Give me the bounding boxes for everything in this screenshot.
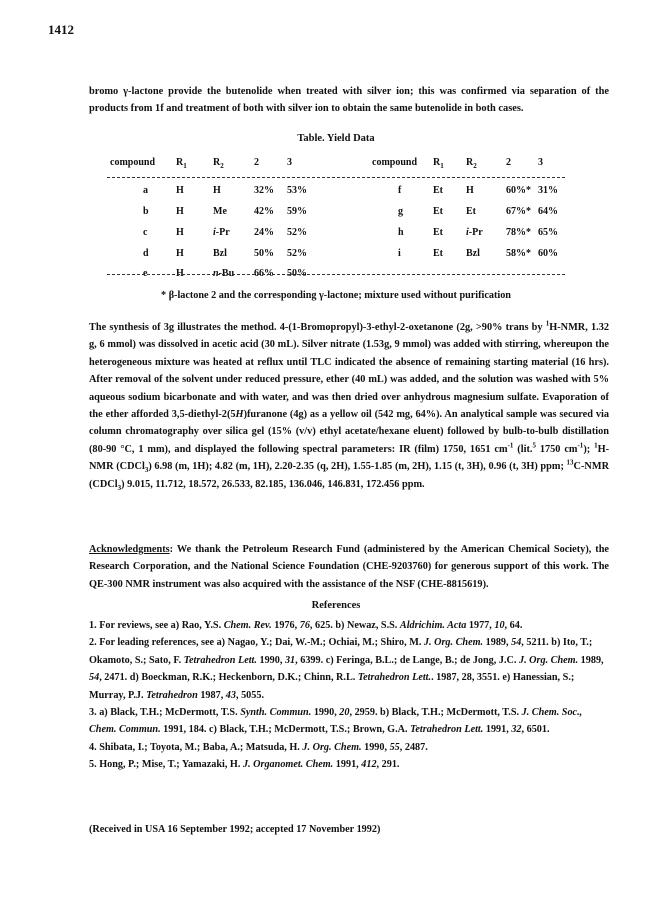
table-cell: Bzl xyxy=(466,248,480,259)
table-cell: H xyxy=(176,227,184,238)
table-cell: H xyxy=(176,248,184,259)
table-cell: 24% xyxy=(254,227,274,238)
table-header-right: compound xyxy=(372,157,418,168)
table-cell: 66% xyxy=(254,268,274,279)
table-cell: n-Bu xyxy=(213,268,235,279)
table-cell: 53% xyxy=(287,185,307,196)
table-cell: H xyxy=(176,185,184,196)
table-header-left: $R_1$ xyxy=(176,157,187,170)
table-cell: 52% xyxy=(287,227,307,238)
table-cell: 60% xyxy=(538,248,558,259)
table-cell: c xyxy=(143,227,148,238)
table-header-left: 2 xyxy=(254,157,259,168)
table-cell: 50% xyxy=(287,268,307,279)
table-cell: 60%* xyxy=(506,185,531,196)
synthesis-paragraph: The synthesis of 3g illustrates the method. 4-(1-Bromopropyl)-3-ethyl-2-oxetanone (2g, >90% trans by $^1$H-NMR, 1.32 g, 6 mmol) was dissolved in acetic acid (30 mL). Silver nitrate (1.53g, 9 mmol) was added with stirring, whereupon the heterogeneous mixture was heated at reflux until TLC indicated the absence of remaining starting material (16 hrs). After removal of the solvent under reduced pressure, ether (40 mL) was added, and the solution was washed with 5% aqueous sodium bicarbonate and with water, and was then dried over anhydrous magnesium sulfate. Evaporation of the ether afforded 3,5-diethyl-2(5H)furanone (4g) as a yellow oil (542 mg, 64%). An analytical sample was secured via column chromatography over silica gel (15% (v/v) ethyl acetate/hexane eluent) followed by bulb-to-bulb distillation (80-90 °C, 1 mm), and displayed the following spectral parameters: IR (film) 1750, 1651 $cm^{-1}$ (lit.$^5$ 1750 $cm^{-1}$); $^1$H-NMR (CDCl$_3$) 6.98 (m, 1H); 4.82 (m, 1H), 2.20-2.35 (q, 2H), 1.55-1.85 (m, 2H), 1.15 (t, 3H), 0.96 (t, 3H) ppm; $^{13}$C-NMR (CDCl$_3$) 9.015, 11.712, 18.572, 26.533, 82.185, 136.046, 146.831, 172.456 ppm. xyxy=(89,319,610,492)
table-cell: 78%* xyxy=(506,227,531,238)
reference-item: 4. Shibata, I.; Toyota, M.; Baba, A.; Matsuda, H. J. Org. Chem. 1990, 55, 2487. xyxy=(89,741,428,753)
table-cell: H xyxy=(466,185,474,196)
table-cell: Et xyxy=(433,185,443,196)
table-cell: Et xyxy=(433,206,443,217)
table-cell: e xyxy=(143,268,148,279)
table-cell: Et xyxy=(433,227,443,238)
table-cell: H xyxy=(176,268,184,279)
table-cell: Me xyxy=(213,206,227,217)
table-cell: Et xyxy=(433,248,443,259)
reference-item: 1. For reviews, see a) Rao, Y.S. Chem. Rev. 1976, 76, 625. b) Newaz, S.S. Aldrichim. Acta 1977, 10, 64. xyxy=(89,620,523,631)
table-cell: H xyxy=(176,206,184,217)
table-cell: 58%* xyxy=(506,248,531,259)
page-number: 1412 xyxy=(48,22,74,37)
table-cell: 64% xyxy=(538,206,558,217)
table-cell: h xyxy=(398,227,404,238)
table-header-right: 2 xyxy=(506,157,511,168)
references-list xyxy=(89,617,609,774)
table-header-right: 3 xyxy=(538,157,543,168)
table-cell: i xyxy=(398,248,401,259)
table-cell: d xyxy=(143,248,149,259)
table-cell: Et xyxy=(466,206,476,217)
table-cell: a xyxy=(143,185,148,196)
table-cell: Bzl xyxy=(213,248,227,259)
table-footnote: * β-lactone 2 and the corresponding γ-lactone; mixture used without purification xyxy=(161,290,511,301)
table-title: Table. Yield Data xyxy=(297,133,375,144)
table-header-left: compound xyxy=(110,157,156,168)
table-cell: H xyxy=(213,185,221,196)
table-cell: 59% xyxy=(287,206,307,217)
reference-item: 5. Hong, P.; Mise, T.; Yamazaki, H. J. Organomet. Chem. 1991, 412, 291. xyxy=(89,759,400,771)
table-cell: 50% xyxy=(254,248,274,259)
references-title: References xyxy=(311,600,361,611)
table-cell: i-Pr xyxy=(466,227,483,238)
reference-item: 3. a) Black, T.H.; McDermott, T.S. Synth. Commun. 1990, 20, 2959. b) Black, T.H.; McDermott, T.S. J. Chem. Soc., Chem. Commun. 1991, 184. c) Black, T.H.; McDermott, T.S.; Brown, G.A. Tetrahedron Lett. 1991, 32, 6501. xyxy=(89,707,583,736)
table-cell: f xyxy=(398,185,402,196)
table-header-right: $R_2$ xyxy=(466,157,477,170)
table-cell: g xyxy=(398,206,403,217)
table-bottom-rule xyxy=(107,274,565,275)
table-cell: 31% xyxy=(538,185,558,196)
table-header-right: $R_1$ xyxy=(433,157,444,170)
table-cell: 65% xyxy=(538,227,558,238)
received-note: (Received in USA 16 September 1992; accepted 17 November 1992) xyxy=(89,824,381,835)
table-cell: 67%* xyxy=(506,206,531,217)
acknowledgments-paragraph: Acknowledgments: We thank the Petroleum Research Fund (administered by the American Chemical Society), the Research Corporation, and the National Science Foundation (CHE-9203760) for generous support of this work. The QE-300 NMR instrument was also acquired with the assistance of the NSF (CHE-8815619). xyxy=(89,544,609,590)
reference-item: 2. For leading references, see a) Nagao, Y.; Dai, W.-M.; Ochiai, M.; Shiro, M. J. Org. Chem. 1989, 54, 5211. b) Ito, T.; Okamoto, S.; Sato, F. Tetrahedron Lett. 1990, 31, 6399. c) Feringa, B.L.; de Lange, B.; de Jong, J.C. J. Org. Chem. 1989, 54, 2471. d) Boeckman, R.K.; Heckenborn, D.K.; Chinn, R.L. Tetrahedron Lett.. 1987, 28, 3551. e) Hanessian, S.; Murray, P.J. Tetrahedron 1987, 43, 5055. xyxy=(89,637,604,701)
table-header-left: $R_2$ xyxy=(213,157,224,170)
table-top-rule xyxy=(107,177,565,178)
table-cell: b xyxy=(143,206,149,217)
intro-paragraph: bromo γ-lactone provide the butenolide when treated with silver ion; this was confirmed via separation of the products from 1f and treatment of both with silver ion to obtain the same butenolide in both cases. xyxy=(89,86,609,114)
table-cell: 32% xyxy=(254,185,274,196)
table-cell: 52% xyxy=(287,248,307,259)
table-cell: 42% xyxy=(254,206,274,217)
table-cell: i-Pr xyxy=(213,227,230,238)
table-header-left: 3 xyxy=(287,157,292,168)
